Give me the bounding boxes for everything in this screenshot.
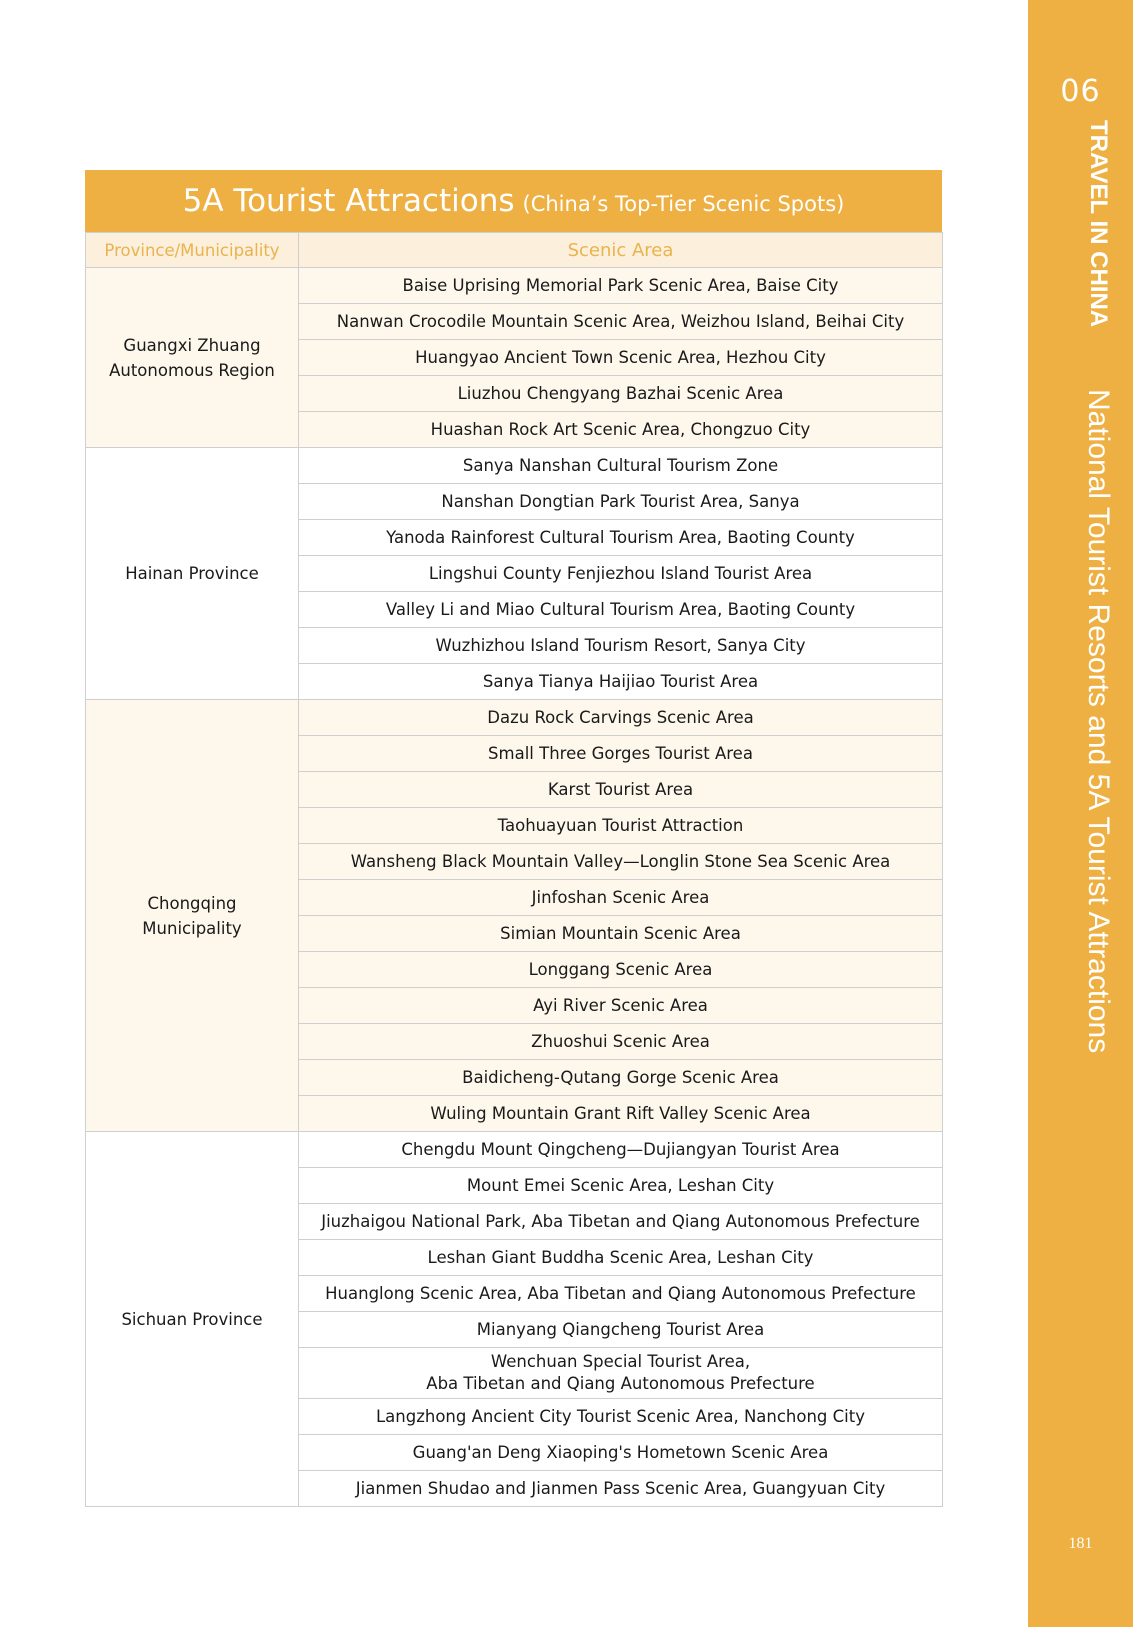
scenic-area-name: Wansheng Black Mountain Valley—Longlin Stone Sea Scenic Area — [350, 851, 891, 871]
scenic-area-cell — [299, 340, 943, 376]
chapter-number: 06 — [1060, 74, 1101, 109]
scenic-area-name: Guang'an Deng Xiaoping's Hometown Scenic Area — [412, 1442, 829, 1462]
scenic-area-cell — [299, 1399, 943, 1435]
region-cell — [86, 268, 299, 448]
header-province: Province/Municipality — [86, 233, 299, 268]
region-cell — [86, 448, 299, 700]
scenic-area-cell — [299, 700, 943, 736]
attractions-table-container — [85, 170, 942, 1507]
scenic-area-cell — [299, 1240, 943, 1276]
scenic-area-name: Jiuzhaigou National Park, Aba Tibetan and Qiang Autonomous Prefecture — [321, 1211, 920, 1231]
vertical-running-title — [1081, 120, 1115, 1053]
scenic-area-cell — [299, 1024, 943, 1060]
table-subtitle: (China’s Top-Tier Scenic Spots) — [522, 191, 845, 216]
scenic-area-name: Aba Tibetan and Qiang Autonomous Prefecture — [426, 1374, 815, 1393]
scenic-area-cell — [299, 880, 943, 916]
scenic-area-name: Jianmen Shudao and Jianmen Pass Scenic Area, Guangyuan City — [355, 1478, 886, 1498]
scenic-area-name: Sanya Tianya Haijiao Tourist Area — [482, 671, 759, 691]
scenic-area-name: Ayi River Scenic Area — [533, 995, 708, 1015]
scenic-area-cell — [299, 448, 943, 484]
scenic-area-cell — [299, 1168, 943, 1204]
table-row — [86, 448, 943, 484]
scenic-area-name: Huanglong Scenic Area, Aba Tibetan and Qiang Autonomous Prefecture — [325, 1283, 916, 1303]
scenic-area-cell — [299, 268, 943, 304]
scenic-area-cell — [299, 988, 943, 1024]
scenic-area-cell — [299, 844, 943, 880]
scenic-area-name: Zhuoshui Scenic Area — [531, 1031, 710, 1051]
region-name-line: Chongqing — [147, 893, 237, 913]
scenic-area-name: Sanya Nanshan Cultural Tourism Zone — [462, 455, 779, 475]
scenic-area-cell — [299, 592, 943, 628]
scenic-area-cell — [299, 916, 943, 952]
scenic-area-name: Baidicheng-Qutang Gorge Scenic Area — [462, 1067, 779, 1087]
region-cell — [86, 1132, 299, 1507]
scenic-area-cell — [299, 808, 943, 844]
page-title: National Tourist Resorts and 5A Tourist Attractions — [1082, 389, 1115, 1054]
table-row — [86, 700, 943, 736]
region-name-line: Sichuan Province — [121, 1309, 263, 1329]
scenic-area-cell — [299, 412, 943, 448]
scenic-area-name: Dazu Rock Carvings Scenic Area — [487, 707, 754, 727]
scenic-area-name: Lingshui County Fenjiezhou Island Tourist Area — [428, 563, 813, 583]
table-title: 5A Tourist Attractions — [182, 183, 515, 219]
scenic-area-cell — [299, 736, 943, 772]
scenic-area-name: Yanoda Rainforest Cultural Tourism Area, Baoting County — [386, 527, 855, 547]
scenic-area-name: Wenchuan Special Tourist Area, — [490, 1352, 751, 1371]
scenic-area-cell — [299, 304, 943, 340]
region-name-line: Autonomous Region — [109, 360, 275, 380]
scenic-area-name: Nanwan Crocodile Mountain Scenic Area, Weizhou Island, Beihai City — [336, 311, 905, 331]
scenic-area-cell — [299, 1312, 943, 1348]
scenic-area-cell — [299, 772, 943, 808]
scenic-area-name: Longgang Scenic Area — [528, 959, 713, 979]
section-label: TRAVEL IN CHINA — [1085, 120, 1112, 328]
header-row — [86, 233, 943, 268]
scenic-area-name: Jinfoshan Scenic Area — [531, 887, 710, 907]
scenic-area-name: Liuzhou Chengyang Bazhai Scenic Area — [457, 383, 784, 403]
scenic-area-cell — [299, 952, 943, 988]
scenic-area-name: Mianyang Qiangcheng Tourist Area — [476, 1319, 765, 1339]
scenic-area-name: Karst Tourist Area — [547, 779, 694, 799]
region-cell — [86, 700, 299, 1132]
scenic-area-name: Small Three Gorges Tourist Area — [488, 743, 753, 763]
scenic-area-cell — [299, 1276, 943, 1312]
scenic-area-cell — [299, 520, 943, 556]
scenic-area-cell — [299, 1348, 943, 1399]
attractions-table — [85, 232, 943, 1507]
region-name-line: Hainan Province — [125, 564, 259, 583]
scenic-area-name: Mount Emei Scenic Area, Leshan City — [466, 1175, 775, 1195]
scenic-area-name: Leshan Giant Buddha Scenic Area, Leshan City — [427, 1247, 814, 1267]
scenic-area-name: Chengdu Mount Qingcheng—Dujiangyan Tourist Area — [401, 1139, 840, 1159]
scenic-area-cell — [299, 1471, 943, 1507]
scenic-area-name: Taohuayuan Tourist Attraction — [497, 815, 744, 835]
scenic-area-cell — [299, 1204, 943, 1240]
scenic-area-cell — [299, 376, 943, 412]
scenic-area-cell — [299, 484, 943, 520]
scenic-area-cell — [299, 664, 943, 700]
table-row — [86, 268, 943, 304]
scenic-area-cell — [299, 556, 943, 592]
header-scenic-area: Scenic Area — [299, 233, 943, 268]
table-title-bar — [85, 170, 942, 232]
scenic-area-name: Wuzhizhou Island Tourism Resort, Sanya City — [435, 635, 806, 655]
scenic-area-name: Langzhong Ancient City Tourist Scenic Area, Nanchong City — [375, 1406, 865, 1426]
chapter-sidebar — [1028, 0, 1133, 1627]
scenic-area-name: Valley Li and Miao Cultural Tourism Area, Baoting County — [385, 599, 856, 619]
scenic-area-name: Wuling Mountain Grant Rift Valley Scenic Area — [430, 1103, 811, 1123]
scenic-area-cell — [299, 1060, 943, 1096]
region-name-line: Guangxi Zhuang — [123, 335, 261, 355]
scenic-area-cell — [299, 1132, 943, 1168]
scenic-area-name: Huashan Rock Art Scenic Area, Chongzuo City — [430, 419, 811, 439]
page-number: 181 — [1068, 1535, 1093, 1552]
scenic-area-name: Simian Mountain Scenic Area — [500, 923, 741, 943]
scenic-area-name: Huangyao Ancient Town Scenic Area, Hezhou City — [415, 347, 826, 367]
scenic-area-cell — [299, 1096, 943, 1132]
table-body — [86, 268, 943, 1507]
scenic-area-name: Baise Uprising Memorial Park Scenic Area, Baise City — [402, 275, 839, 295]
scenic-area-name: Nanshan Dongtian Park Tourist Area, Sanya — [441, 491, 800, 511]
table-row — [86, 1132, 943, 1168]
scenic-area-cell — [299, 628, 943, 664]
scenic-area-cell — [299, 1435, 943, 1471]
region-name-line: Municipality — [142, 918, 242, 938]
